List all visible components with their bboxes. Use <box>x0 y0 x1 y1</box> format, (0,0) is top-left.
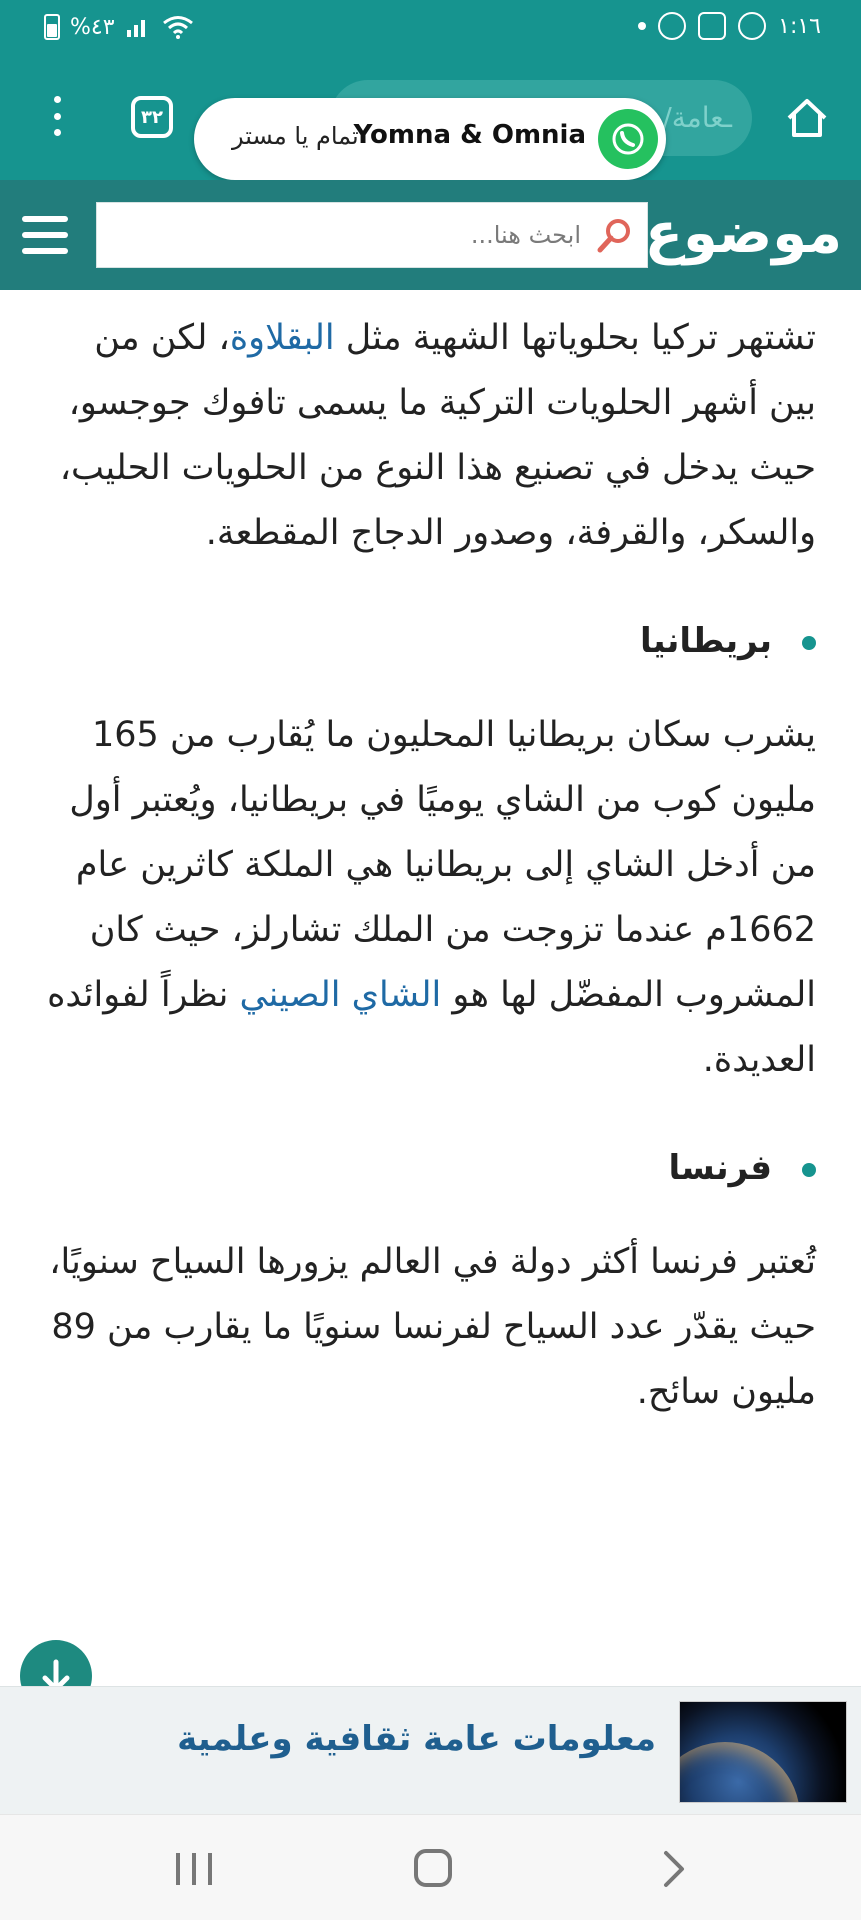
intro-paragraph <box>40 306 816 566</box>
article-body <box>40 300 816 1425</box>
section-heading-text: بريطانيا <box>640 621 772 661</box>
back-icon[interactable] <box>658 1849 688 1889</box>
chinese-tea-link[interactable]: الشاي الصيني <box>239 975 442 1015</box>
paragraph-text: يشرب سكان بريطانيا المحليون ما يُقارب من 165 مليون كوب من الشاي يوميًا في بريطانيا، ويُعتبر أول من أدخل الشاي إلى بريطانيا هي الملكة كاثرين عام 1662م عندما تزوجت من الملك تشارلز، حيث كان المشروب المفضّل لها هو <box>69 715 816 1015</box>
kebab-menu-icon[interactable] <box>50 96 64 136</box>
britain-paragraph <box>40 703 816 1093</box>
site-header <box>0 180 861 290</box>
dot-icon <box>638 22 646 30</box>
recent-apps-icon[interactable] <box>176 1853 212 1885</box>
clock: ١:١٦ <box>778 13 821 39</box>
paragraph-text: نظراً لفوائده العديدة. <box>47 975 816 1080</box>
toast-message: تمام يا مستر <box>232 122 359 150</box>
notification-toast[interactable] <box>194 98 666 180</box>
android-nav-bar <box>0 1814 861 1920</box>
section-heading-britain <box>40 609 816 674</box>
url-bar[interactable]: ـعامة/ <box>330 80 752 156</box>
section-heading-text: فرنسا <box>668 1148 772 1188</box>
related-article-title[interactable]: معلومات عامة ثقافية وعلمية <box>177 1719 656 1759</box>
paragraph-text: ، لكن من بين أشهر الحلويات التركية ما يسمى تافوك جوجسو، حيث يدخل في تصنيع هذا النوع من الحلويات الحليب، والسكر، والقرفة، وصدور الدجاج المقطعة. <box>59 318 816 553</box>
status-notifications <box>638 12 821 40</box>
home-icon[interactable] <box>785 96 829 140</box>
section-heading-france <box>40 1136 816 1201</box>
whatsapp-icon <box>738 12 766 40</box>
related-article-banner[interactable] <box>0 1686 861 1814</box>
bullet-icon <box>802 1163 816 1177</box>
signal-icon <box>125 16 151 38</box>
paragraph-text: تشتهر تركيا بحلوياتها الشهية مثل <box>334 318 816 358</box>
gallery-icon <box>698 12 726 40</box>
france-paragraph: تُعتبر فرنسا أكثر دولة في العالم يزورها السياح سنويًا، حيث يقدّر عدد السياح لفرنسا سنويًا ما يقارب من 89 مليون سائح. <box>49 1242 816 1412</box>
search-icon[interactable] <box>593 215 635 257</box>
status-indicators <box>44 14 195 40</box>
search-box <box>96 202 648 268</box>
status-bar <box>0 0 861 58</box>
battery-percent: %٤٣ <box>70 14 115 40</box>
whatsapp-icon <box>598 109 658 169</box>
battery-icon <box>44 14 60 40</box>
hamburger-menu-icon[interactable] <box>22 216 68 254</box>
toast-sender: Yomna & Omnia <box>353 120 586 150</box>
tab-switcher-button[interactable]: ٣٢ <box>131 96 173 138</box>
chrome-icon <box>658 12 686 40</box>
search-input[interactable] <box>111 203 581 267</box>
site-logo[interactable]: موضوع <box>644 201 842 266</box>
baklava-link[interactable]: البقلاوة <box>229 318 335 358</box>
earth-from-space-image <box>679 1701 847 1803</box>
home-button-icon[interactable] <box>414 1849 452 1887</box>
wifi-icon <box>161 14 195 40</box>
bullet-icon <box>802 636 816 650</box>
